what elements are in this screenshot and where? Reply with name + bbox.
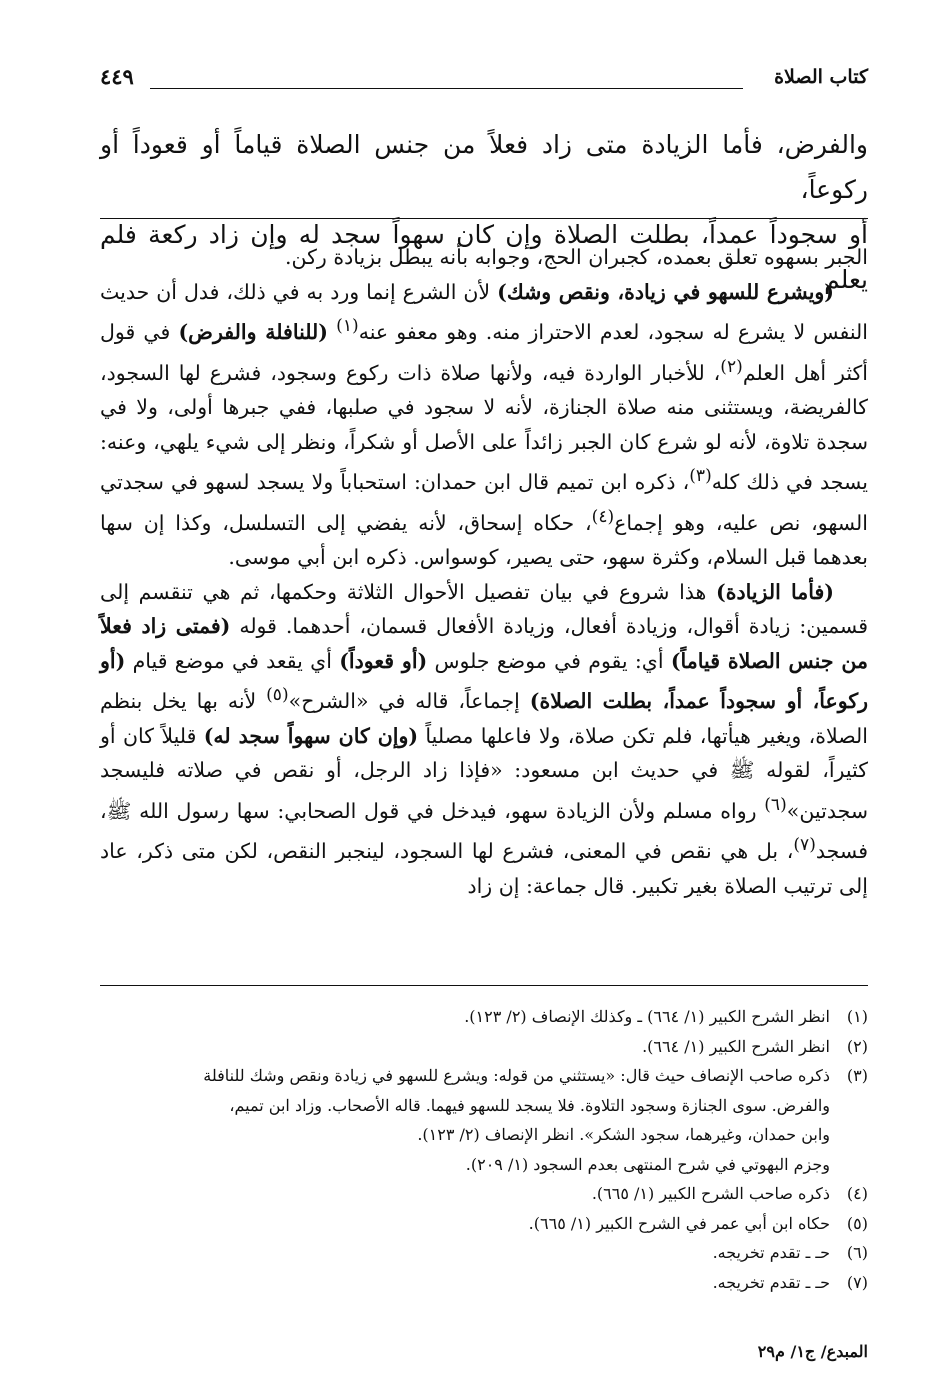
text: في قول أكثر أهل العلم bbox=[100, 320, 869, 385]
footnote-number: (٢) bbox=[846, 1036, 868, 1056]
footnote-ref: (٧) bbox=[793, 835, 816, 856]
text: لأن الشرع إنما ورد به في ذلك، فدل أن حديث النفس لا يشرع له سجود، لعدم الاحتراز منه. وهو معفو عنه bbox=[100, 279, 868, 345]
page-number: ٤٤٩ bbox=[100, 64, 134, 89]
footnotes bbox=[100, 1002, 868, 1297]
matn-line: والفرض، فأما الزيادة متى زاد فعلاً من جنس الصلاة قياماً أو قعوداً أو ركوعاً، bbox=[100, 130, 868, 204]
matn-quote: (وإن كان سهواً سجد له) bbox=[203, 723, 419, 748]
matn-quote: (فأما الزيادة) bbox=[716, 579, 835, 604]
footnote-number: (١) bbox=[846, 1007, 868, 1026]
text: إجماعاً، قاله في «الشرح» bbox=[288, 689, 530, 714]
footnote-number: (٣) bbox=[846, 1066, 868, 1085]
footnote bbox=[100, 1032, 868, 1062]
footnote bbox=[100, 1061, 868, 1179]
sharh-paragraph bbox=[100, 240, 868, 275]
matn-quote: (للنافلة والفرض) bbox=[178, 320, 329, 345]
footnote-line: وجزم البهوتي في شرح المنتهى بعدم السجود (١/ ٢٠٩). bbox=[465, 1154, 830, 1174]
footnote-ref: (١) bbox=[336, 316, 359, 337]
book-title: كتاب الصلاة bbox=[774, 66, 868, 88]
footnote-line: ذكره صاحب الإنصاف حيث قال: «يستثني من قوله: ويشرع للسهو في زيادة ونقص وشك للنافلة bbox=[203, 1066, 830, 1085]
footnote-line: حـ ـ تقدم تخريجه. bbox=[712, 1272, 830, 1292]
footnote-separator bbox=[100, 985, 868, 986]
text: لأنه بها يخل بنظم الصلاة، ويغير هيأتها، فلم تكن صلاة، ولا فاعلها مصلياً bbox=[100, 689, 868, 748]
text: رواه مسلم ولأن الزيادة سهو، فيدخل في قول الصحابي: سها رسول الله ﷺ، فسجد bbox=[100, 798, 868, 864]
footnote-number: (٦) bbox=[846, 1243, 868, 1262]
footnote-line: انظر الشرح الكبير (١/ ٦٦٤) ـ وكذلك الإنصاف (٢/ ١٢٣). bbox=[464, 1007, 830, 1026]
matn-quote: (أو ركوعاً، أو سجوداً عمداً، بطلت الصلاة) bbox=[100, 648, 869, 714]
sharh-paragraph bbox=[100, 275, 868, 575]
footnote-ref: (٤) bbox=[591, 506, 615, 527]
sharh-text bbox=[100, 240, 868, 903]
footnote-number: (٥) bbox=[846, 1213, 868, 1233]
footnote-number: (٧) bbox=[846, 1272, 868, 1292]
text: الجبر بسهوه تعلق بعمده، كجبران الحج، وجوابه بأنه يبطل بزيادة ركن. bbox=[285, 245, 868, 269]
footnote-line: حـ ـ تقدم تخريجه. bbox=[712, 1243, 830, 1262]
footnote-ref: (٦) bbox=[764, 795, 787, 816]
footnote-line: ذكره صاحب الشرح الكبير (١/ ٦٦٥). bbox=[591, 1184, 830, 1203]
footnote-number: (٤) bbox=[846, 1184, 868, 1203]
text bbox=[328, 320, 336, 344]
footnote-line: والفرض. سوى الجنازة وسجود التلاوة. فلا يسجد للسهو فيهما. قاله الأصحاب. وزاد ابن تميم، bbox=[229, 1095, 830, 1115]
footnote-ref: (٥) bbox=[266, 685, 289, 706]
footnote-line: وابن حمدان، وغيرهما، سجود الشكر». انظر الإنصاف (٢/ ١٢٣). bbox=[417, 1125, 830, 1144]
sharh-paragraph bbox=[100, 575, 868, 904]
matn-quote: (فمتى زاد فعلاً من جنس الصلاة قياماً) bbox=[100, 614, 869, 673]
header-rule bbox=[150, 88, 743, 89]
text: ، حكاه إسحاق، لأنه يفضي إلى التسلسل، وكذا إن سها بعدهما قبل السلام، وكثرة سهو، حتى يصير، كوسواس. ذكره ابن أبي موسى. bbox=[100, 510, 868, 570]
text: هذا شروع في بيان تفصيل الأحوال الثلاثة وحكمها، ثم هي تنقسم إلى قسمين: زيادة أقوال، وزيادة أفعال، وزيادة الأفعال قسمان، أحدهما. قوله bbox=[100, 579, 869, 639]
matn-line: أو سجوداً عمداً، بطلت الصلاة وإن كان سهواً سجد له وإن زاد ركعة فلم يعلم bbox=[100, 220, 868, 294]
signature-mark: المبدع/ ج١/ م٢٩ bbox=[757, 1342, 868, 1361]
matn-separator bbox=[100, 218, 868, 219]
text: ، ذكره ابن تميم قال ابن حمدان: استحباباً ولا يسجد لسهو في سجدتي السهو، نص عليه، وهو إجماع bbox=[100, 470, 868, 535]
matn-quote: (ويشرع للسهو في زيادة، ونقص وشك) bbox=[497, 279, 835, 304]
footnote bbox=[100, 1002, 868, 1032]
footnote-line: انظر الشرح الكبير (١/ ٦٦٤). bbox=[642, 1036, 830, 1056]
running-header bbox=[100, 62, 868, 98]
footnote bbox=[100, 1238, 868, 1268]
footnote-ref: (٢) bbox=[720, 356, 743, 377]
text: قليلاً كان أو كثيراً، لقوله ﷺ في حديث ابن مسعود: «فإذا زاد الرجل، أو نقص في صلاته فليسجد سجدتين» bbox=[100, 723, 868, 823]
text: أي: يقوم في موضع جلوس bbox=[427, 648, 671, 673]
footnote-ref: (٣) bbox=[689, 466, 712, 487]
text: ، بل هي نقص في المعنى، فشرع لها السجود، لينجبر النقص، لكن متى ذكر، عاد إلى ترتيب الصلاة بغير تكبير. قال جماعة: إن زاد bbox=[100, 839, 868, 898]
text: أي يقعد في موضع قيام bbox=[125, 648, 340, 673]
footnote-line: حكاه ابن أبي عمر في الشرح الكبير (١/ ٦٦٥). bbox=[528, 1213, 830, 1233]
footnote bbox=[100, 1179, 868, 1209]
footnote bbox=[100, 1268, 868, 1298]
footnote bbox=[100, 1209, 868, 1239]
text: ، للأخبار الواردة فيه، ولأنها صلاة ذات ركوع وسجود، فشرع لها السجود، كالفريضة، ويستثنى منه صلاة الجنازة، لأنه لا سجود في صلبها، ففي جبرها أولى، ولا في سجدة تلاوة، لأنه لو شرع كان الجبر زائداً على الأصل أو شكراً، ونظر إلى شيء يلهي، وعنه: يسجد في ذلك كله bbox=[100, 360, 868, 495]
matn-quote: (أو قعوداً) bbox=[339, 648, 428, 673]
